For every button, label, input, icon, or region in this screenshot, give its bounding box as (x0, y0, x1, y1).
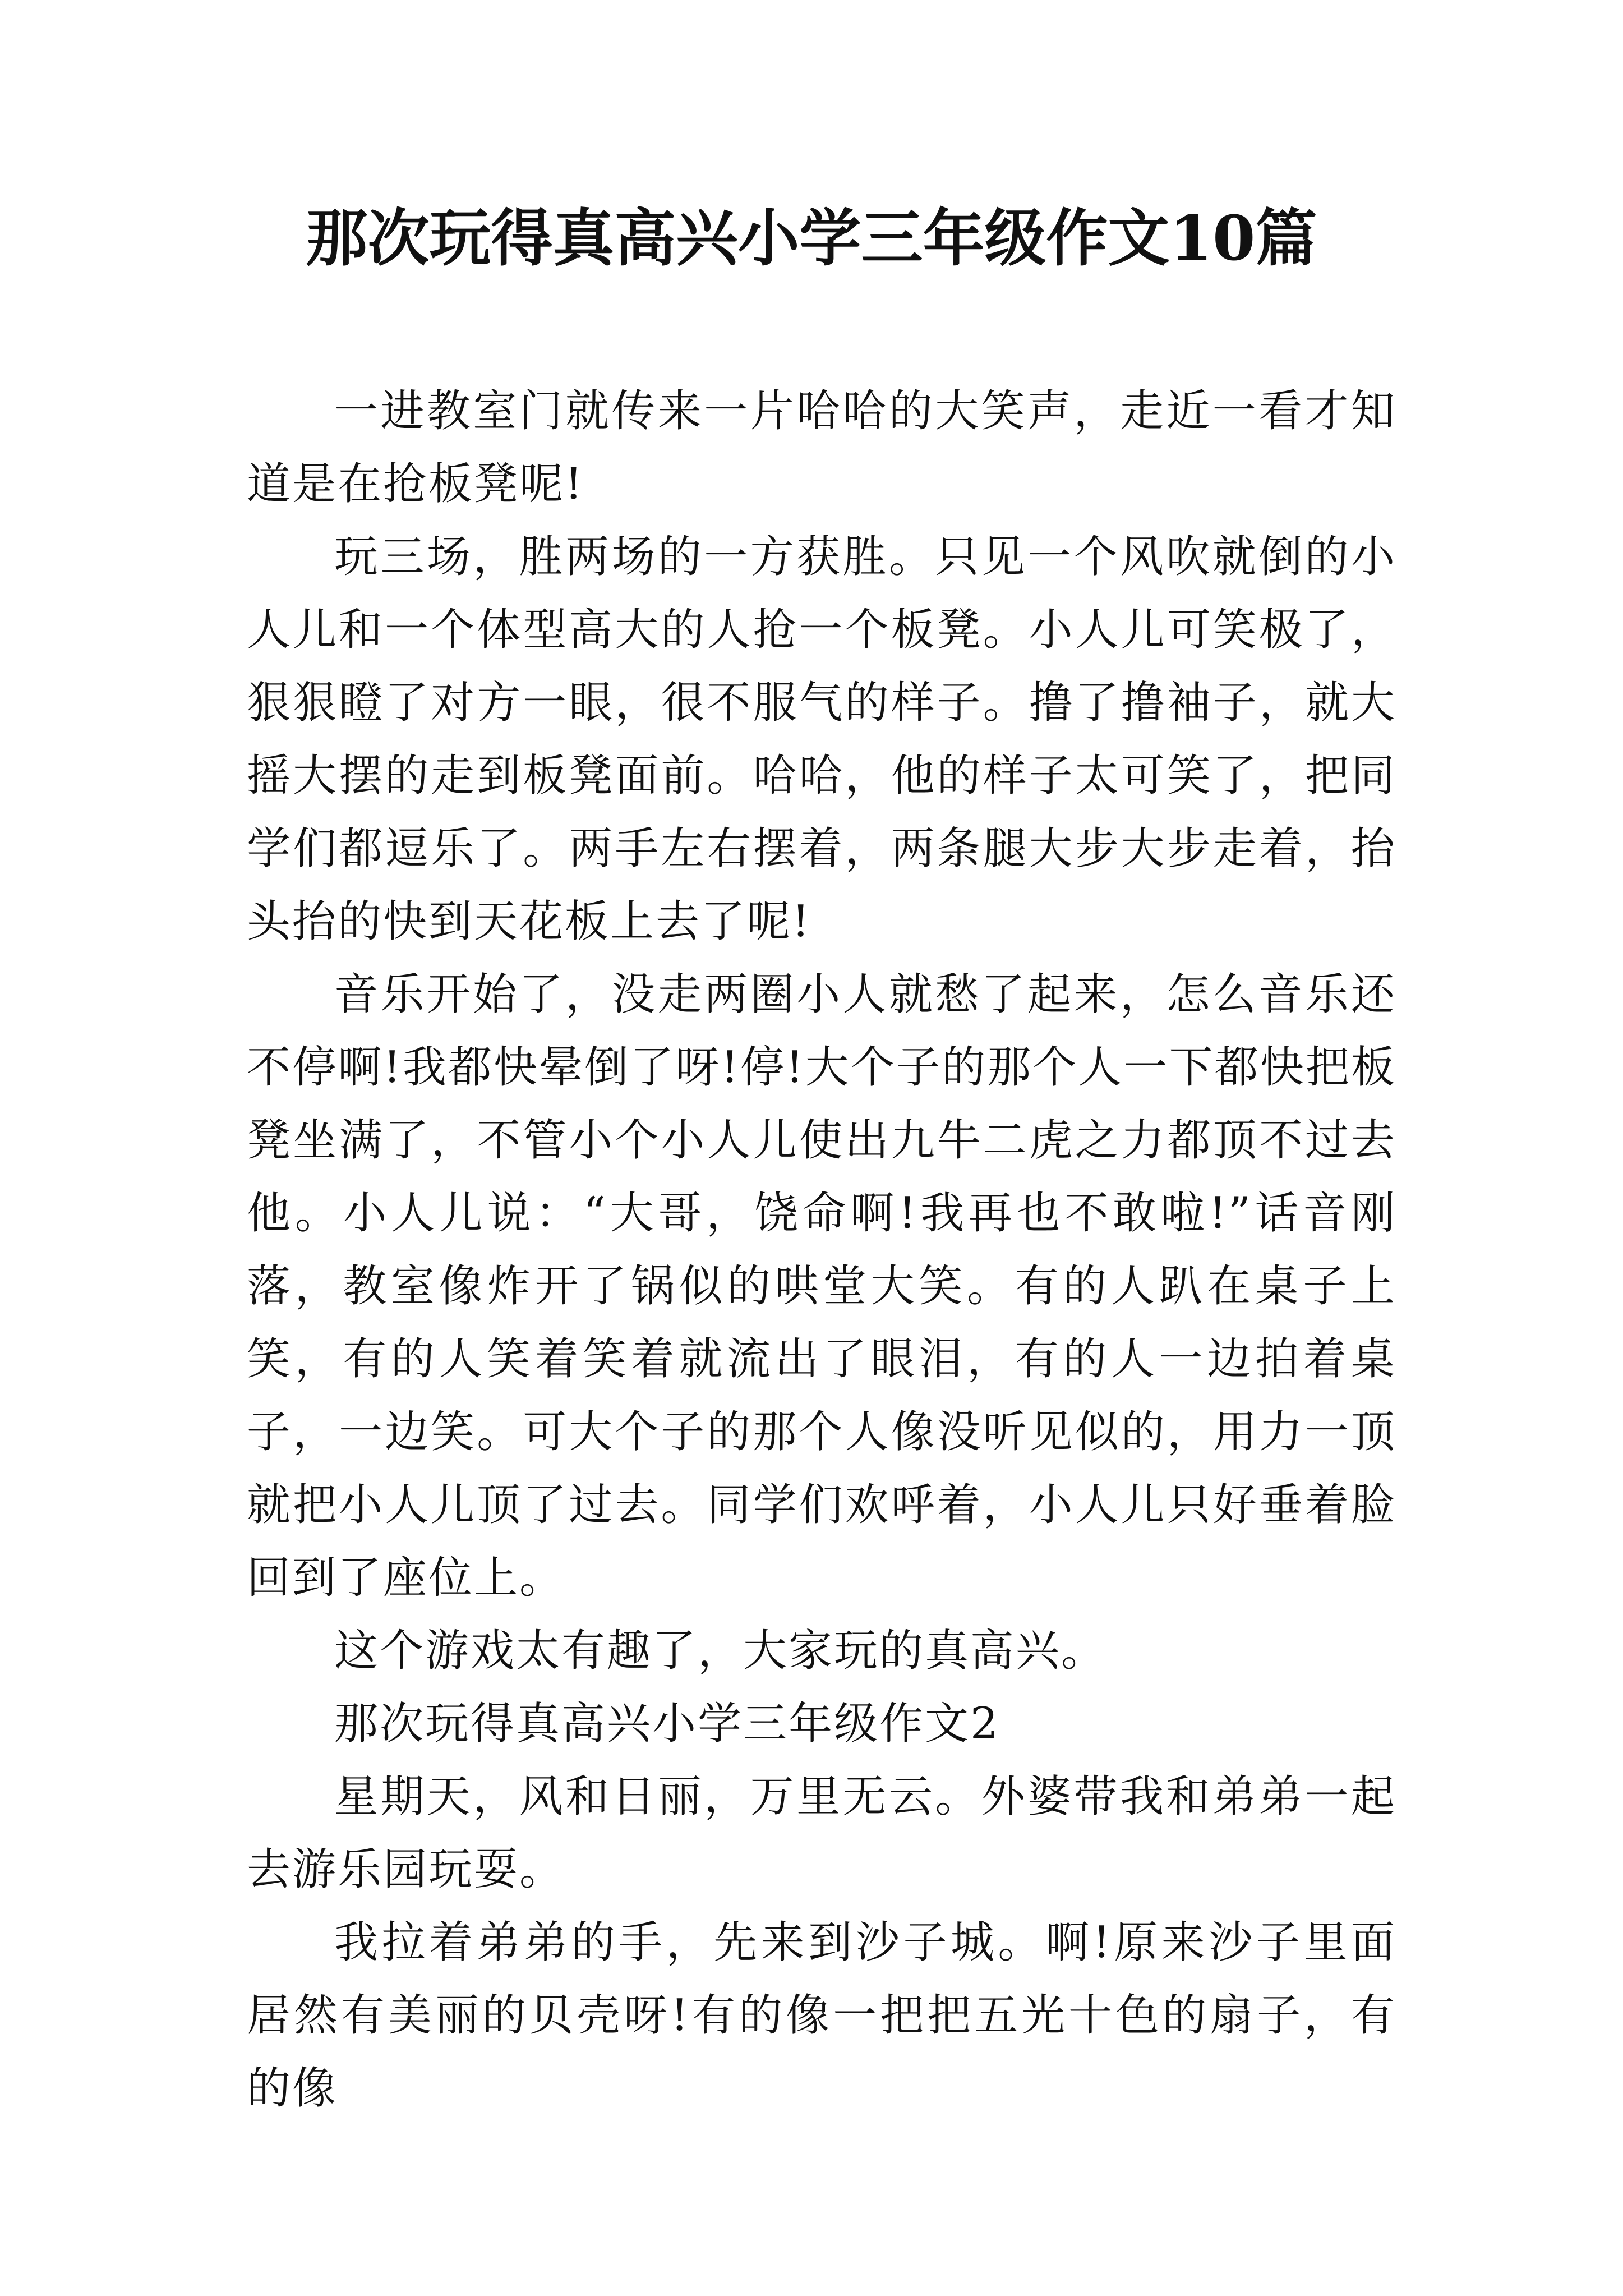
paragraph: 音乐开始了，没走两圈小人就愁了起来，怎么音乐还不停啊!我都快晕倒了呀!停!大个子的那个人一下都快把板凳坐满了，不管小个小人儿使出九牛二虎之力都顶不过去他。小人儿说：“大哥，饶命啊!我再也不敢啦!”话音刚落，教室像炸开了锅似的哄堂大笑。有的人趴在桌子上笑，有的人笑着笑着就流出了眼泪，有的人一边拍着桌子，一边笑。可大个子的那个人像没听见似的，用力一顶就把小人儿顶了过去。同学们欢呼着，小人儿只好垂着脸回到了座位上。 (247, 969, 1396, 1603)
paragraph: 星期天，风和日丽，万里无云。外婆带我和弟弟一起去游乐园玩耍。 (247, 1772, 1396, 1895)
document-body (247, 375, 1396, 2125)
paragraph: 我拉着弟弟的手，先来到沙子城。啊!原来沙子里面居然有美丽的贝壳呀!有的像一把把五光十色的扇子，有的像 (247, 1917, 1396, 2114)
paragraph: 一进教室门就传来一片哈哈的大笑声，走近一看才知道是在抢板凳呢! (247, 386, 1396, 509)
paragraph: 玩三场，胜两场的一方获胜。只见一个风吹就倒的小人儿和一个体型高大的人抢一个板凳。小人儿可笑极了，狠狠瞪了对方一眼，很不服气的样子。撸了撸袖子，就大摇大摆的走到板凳面前。哈哈，他的样子太可笑了，把同学们都逗乐了。两手左右摆着，两条腿大步大步走着，抬头抬的快到天花板上去了呢! (247, 532, 1396, 947)
paragraph: 这个游戏太有趣了，大家玩的真高兴。 (334, 1626, 1107, 1676)
document-title: 那次玩得真高兴小学三年级作文10篇 (306, 202, 1317, 274)
section-heading: 那次玩得真高兴小学三年级作文2 (334, 1699, 1000, 1749)
